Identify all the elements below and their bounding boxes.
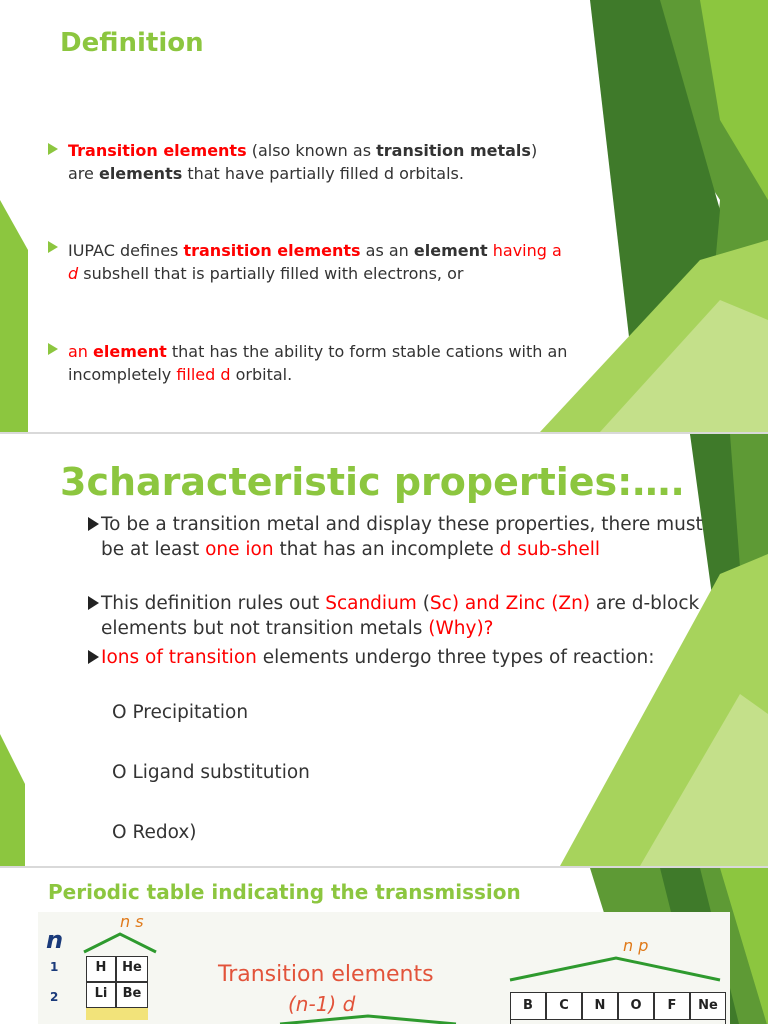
bullet-arrow-icon (88, 596, 99, 610)
bullet-arrow-icon (48, 343, 58, 355)
slide-title: Definition (60, 28, 204, 58)
definition-bullet-3: an element that has the ability to form stable cations with an incompletely filled d orbital. (68, 342, 568, 384)
element-cell-partial (86, 1008, 148, 1020)
slide-title: 3characteristic properties:…. (60, 460, 685, 504)
element-cell: Be (116, 982, 148, 1008)
element-cell: Li (86, 982, 116, 1008)
slide-definition (0, 0, 768, 432)
reaction-type-item: O Redox) (112, 822, 197, 843)
element-cell: Ne (690, 992, 726, 1020)
properties-bullet-3: Ions of transition elements undergo three types of reaction: (101, 647, 655, 668)
np-bracket (508, 952, 724, 982)
reaction-type-item: O Precipitation (112, 702, 249, 723)
bullet-arrow-icon (48, 143, 58, 155)
reaction-type-item: O Ligand substitution (112, 762, 310, 783)
periodic-table-image (38, 912, 730, 1024)
element-cell: C (546, 992, 582, 1020)
slide-characteristic-properties (0, 434, 768, 866)
definition-bullet-2: IUPAC defines transition elements as an element having a d subshell that is partially filled with electrons, or (68, 241, 562, 283)
element-cell: B (510, 992, 546, 1020)
row-number: 2 (50, 990, 59, 1004)
d-subshell-label: (n-1) d (288, 992, 356, 1016)
slide-title: Periodic table indicating the transmission (48, 880, 521, 904)
properties-bullet-2: This definition rules out Scandium (Sc) and Zinc (Zn) are d-block elements but not transition metals (Why)? (101, 593, 700, 639)
np-label: n p (623, 936, 649, 955)
row-number: 1 (50, 960, 59, 974)
slide-periodic-table (0, 868, 768, 1024)
bullet-arrow-icon (88, 517, 99, 531)
definition-bullet-1: Transition elements (also known as transition metals) are elements that have partially filled d orbitals. (68, 141, 538, 183)
element-row-partial (510, 1020, 726, 1024)
transition-elements-label: Transition elements (218, 962, 434, 987)
element-cell: F (654, 992, 690, 1020)
bullet-arrow-icon (88, 650, 99, 664)
bullet-arrow-icon (48, 241, 58, 253)
d-bracket (278, 1012, 458, 1024)
ns-bracket (82, 930, 162, 954)
n-label: n (46, 926, 64, 954)
element-cell: He (116, 956, 148, 982)
element-cell: O (618, 992, 654, 1020)
ns-label: n s (120, 912, 144, 931)
element-cell: N (582, 992, 618, 1020)
element-cell: H (86, 956, 116, 982)
properties-bullet-1: To be a transition metal and display these properties, there must be at least one ion that has an incomplete d sub-shell (101, 514, 703, 560)
